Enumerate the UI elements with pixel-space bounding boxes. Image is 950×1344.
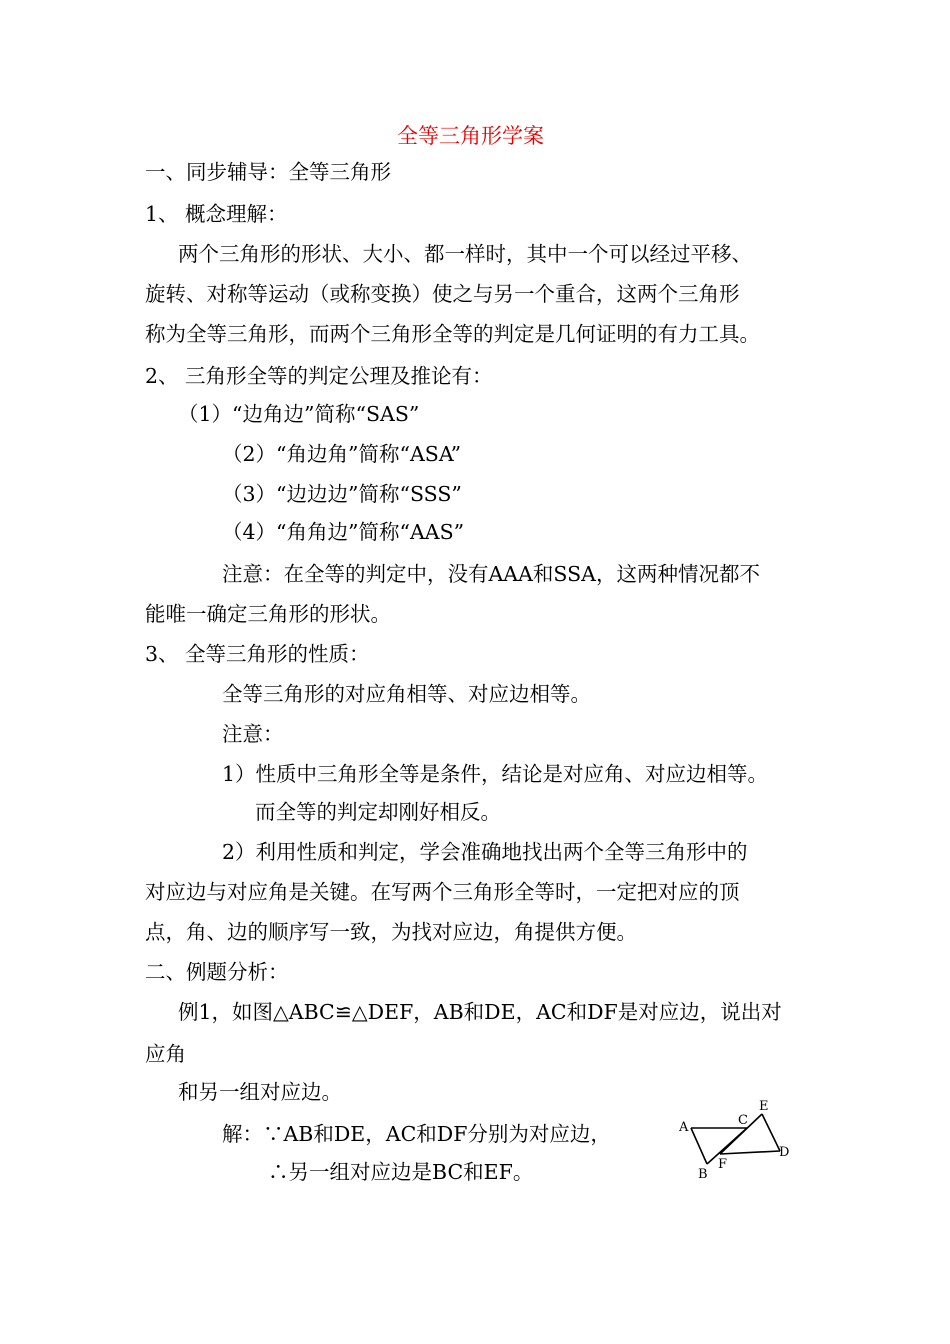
vertex-label: B	[698, 1167, 708, 1182]
example-line: 应角	[145, 1042, 186, 1066]
section-heading: 一、同步辅导：全等三角形	[145, 160, 391, 184]
vertex-label: E	[759, 1099, 769, 1114]
example-line: 例1，如图△ABC≌△DEF，AB和DE，AC和DF是对应边，说出对	[178, 1000, 782, 1024]
list-item: （1）“边角边”简称“SAS”	[178, 402, 420, 426]
note-line: 能唯一确定三角形的形状。	[145, 602, 391, 626]
vertex-label: A	[679, 1120, 689, 1135]
subsection-heading: 2、 三角形全等的判定公理及推论有：	[145, 364, 493, 388]
paragraph-line: 称为全等三角形，而两个三角形全等的判定是几何证明的有力工具。	[145, 322, 760, 346]
list-item: （4）“角角边”简称“AAS”	[222, 520, 465, 544]
paragraph-line: 点，角、边的顺序写一致，为找对应边，角提供方便。	[145, 920, 637, 944]
solution-line: 解：∵AB和DE，AC和DF分别为对应边，	[222, 1122, 611, 1146]
note-label: 注意：	[222, 722, 284, 746]
note-line: 1）性质中三角形全等是条件，结论是对应角、对应边相等。	[222, 762, 769, 786]
segment-ed	[762, 1114, 780, 1151]
note-line: 2）利用性质和判定，学会准确地找出两个全等三角形中的	[222, 840, 748, 864]
page-title: 全等三角形学案	[397, 124, 544, 148]
example-line: 和另一组对应边。	[178, 1080, 342, 1104]
segment-ab	[691, 1128, 707, 1164]
subsection-heading: 3、 全等三角形的性质：	[145, 642, 370, 666]
paragraph-line: 对应边与对应角是关键。在写两个三角形全等时，一定把对应的顶	[145, 880, 740, 904]
vertex-label: D	[779, 1145, 790, 1160]
solution-line: ∴另一组对应边是BC和EF。	[268, 1160, 534, 1184]
segment-fd	[720, 1151, 780, 1154]
paragraph-line: 全等三角形的对应角相等、对应边相等。	[222, 682, 591, 706]
note-line: 注意：在全等的判定中，没有AAA和SSA，这两种情况都不	[222, 562, 760, 586]
note-line: 而全等的判定却刚好相反。	[255, 800, 501, 824]
paragraph-line: 两个三角形的形状、大小、都一样时，其中一个可以经过平移、	[178, 242, 752, 266]
congruent-triangles-figure	[676, 1094, 798, 1184]
section-heading: 二、例题分析：	[145, 960, 289, 984]
vertex-label: F	[718, 1157, 728, 1172]
list-item: （2）“角边角”简称“ASA”	[222, 442, 462, 466]
paragraph-line: 旋转、对称等运动（或称变换）使之与另一个重合，这两个三角形	[145, 282, 740, 306]
subsection-heading: 1、 概念理解：	[145, 202, 288, 226]
vertex-label: C	[738, 1113, 748, 1128]
list-item: （3）“边边边”简称“SSS”	[222, 482, 462, 506]
